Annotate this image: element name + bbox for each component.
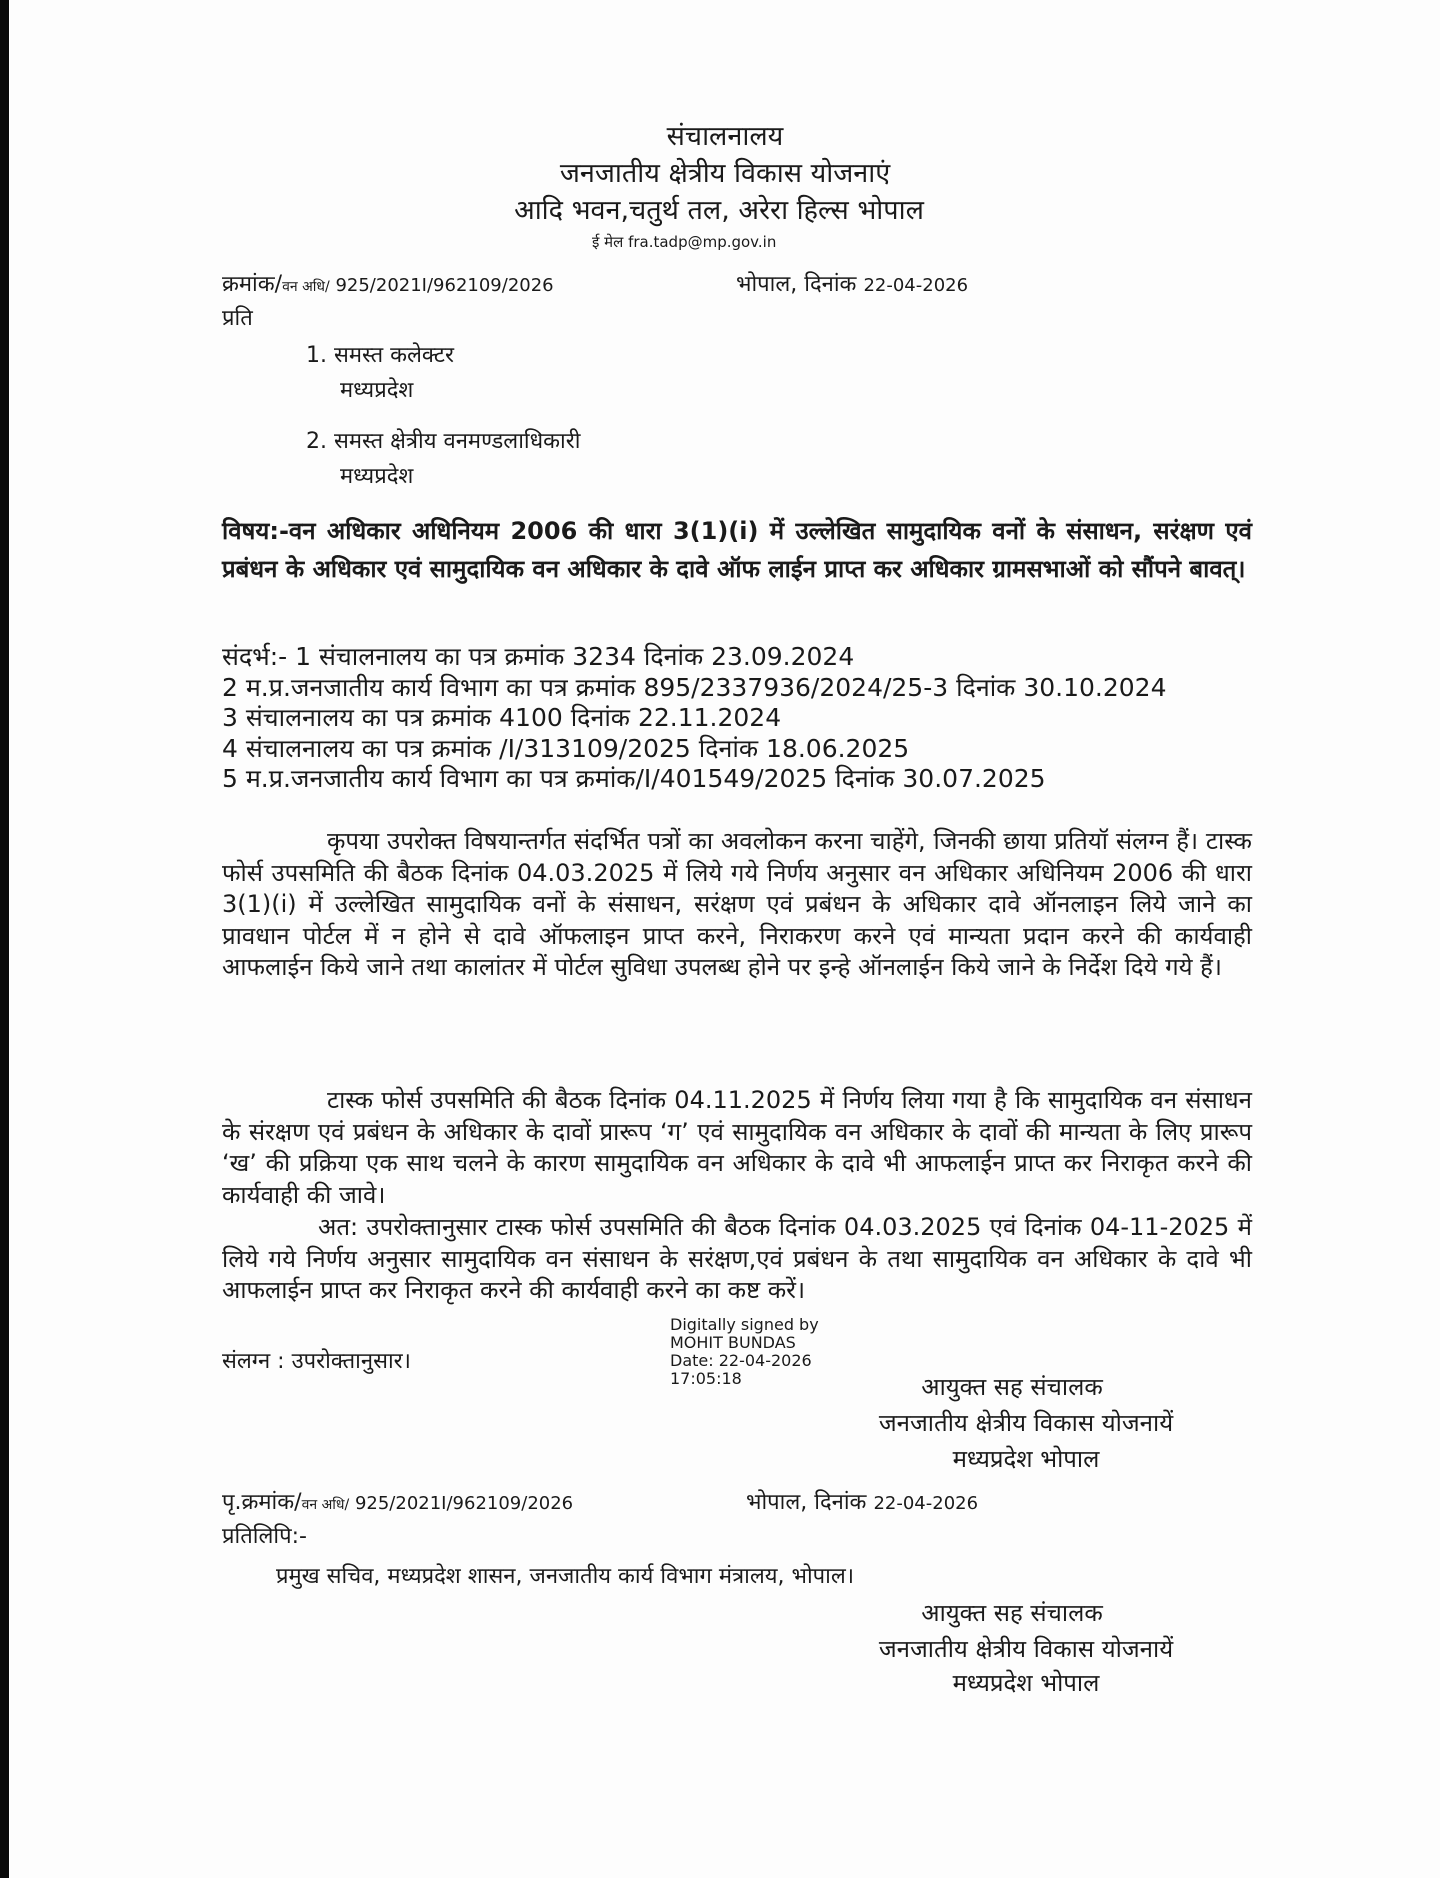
letter-number-label: क्रमांक/ [222,272,283,297]
letter-number-value: 925/2021I/962109/2026 [329,275,554,296]
signatory2-location: मध्यप्रदेश भोपाल [952,1669,1100,1697]
email-label: ई मेल [592,233,624,251]
subject: विषय:-वन अधिकार अधिनियम 2006 की धारा 3(1)(i) में उल्लेखित सामुदायिक वनों के संसाधन, सरंक्षण एवं प्रबंधन के अधिकार एवं सामुदायिक वन अधिकार के दावे ऑफ लाईन प्राप्त कर अधिकार ग्रामसभाओं को सौंपने बावत्। [222,517,1252,583]
copy-letter-number [222,1486,573,1516]
signatory-location: मध्यप्रदेश भोपाल [952,1445,1100,1473]
signature-label: Digitally signed by [670,1315,819,1334]
body-paragraph-3 [222,1212,1252,1307]
reference-item: 3 संचालनालय का पत्र क्रमांक 4100 दिनांक 22.11.2024 [222,703,782,732]
body-paragraph-1 [222,826,1252,984]
signature-date: Date: 22-04-2026 [670,1351,812,1370]
office-address: आदि भवन,चतुर्थ तल, अरेरा हिल्स भोपाल [514,195,924,226]
letter-page [10,0,1440,1878]
to-label: प्रति [222,306,253,331]
recipient-2: 2. समस्त क्षेत्रीय वनमण्डलाधिकारी [306,429,581,454]
email-line [592,232,776,252]
letter-date-value: 22-04-2026 [863,275,969,296]
recipient-2-state: मध्यप्रदेश [340,464,414,489]
copy-number-value: 925/2021I/962109/2026 [349,1493,574,1514]
signer-name: MOHIT BUNDAS [670,1333,796,1352]
body-paragraph-1-text: कृपया उपरोक्त विषयान्तर्गत संदर्भित पत्रों का अवलोकन करना चाहेंगे, जिनकी छाया प्रतियॉ संलग्न हैं। टास्क फोर्स उपसमिति की बैठक दिनांक 04.03.2025 में लिये गये निर्णय अनुसार वन अधिकार अधिनियम 2006 की धारा 3(1)(i) में उल्लेखित सामुदायिक वनों के संसाधन, सरंक्षण एवं प्रबंधन के अधिकार दावे ऑनलाइन लिये जाने का प्रावधान पोर्टल में न होने से दावे ऑफलाइन प्राप्त करने, निराकरण करने एवं मान्यता प्रदान करने की कार्यवाही आफलाईन किये जाने तथा कालांतर में पोर्टल सुविधा उपलब्ध होने पर इन्हे ऑनलाईन किये जाने के निर्देश दिये गये हैं। [222,827,1252,981]
copy-date-label: भोपाल, दिनांक [746,1490,874,1515]
copy-number-sublabel: वन अधि/ [301,1497,350,1513]
letter-number [222,268,554,298]
enclosure-note: संलग्न : उपरोक्तानुसार। [222,1349,411,1374]
body-paragraph-2-text: टास्क फोर्स उपसमिति की बैठक दिनांक 04.11.2025 में निर्णय लिया गया है कि सामुदायिक वन संसाधन के संरक्षण एवं प्रबंधन के अधिकार के दावों प्रारूप ‘ग’ एवं सामुदायिक वन अधिकार के दावों की मान्यता के लिए प्रारूप ‘ख’ की प्रक्रिया एक साथ चलने के कारण सामुदायिक वन अधिकार के दावे भी आफलाईन प्राप्त कर निराकृत करने की कार्यवाही की जावे। [222,1086,1252,1209]
copy-to-label: प्रतिलिपि:- [222,1524,307,1549]
letter-date [736,268,968,298]
copy-letter-date [746,1486,978,1516]
letter-number-sublabel: वन अधि/ [282,279,330,295]
scan-border [0,0,9,1878]
office-name: संचालनालय [666,121,784,152]
body-paragraph-3-text: अत: उपरोक्तानुसार टास्क फोर्स उपसमिति की बैठक दिनांक 04.03.2025 एवं दिनांक 04-11-2025 में लिये गये निर्णय अनुसार सामुदायिक वन संसाधन के सरंक्षण,एवं प्रबंधन के तथा सामुदायिक वन अधिकार के दावे भी आफलाईन प्राप्त कर निराकृत करने की कार्यवाही करने का कष्ट करें। [222,1213,1252,1304]
copy-recipient: प्रमुख सचिव, मध्यप्रदेश शासन, जनजातीय कार्य विभाग मंत्रालय, भोपाल। [276,1564,855,1589]
reference-item: संदर्भ:- 1 संचालनालय का पत्र क्रमांक 3234 दिनांक 23.09.2024 [222,642,855,671]
signatory2-title: आयुक्त सह संचालक [921,1599,1103,1627]
digital-signature [670,1316,819,1388]
reference-item: 4 संचालनालय का पत्र क्रमांक /I/313109/2025 दिनांक 18.06.2025 [222,733,910,763]
references-list [222,642,1166,795]
reference-item: 2 म.प्र.जनजातीय कार्य विभाग का पत्र क्रमांक 895/2337936/2024/25-3 दिनांक 30.10.2024 [222,672,1167,702]
department-name: जनजातीय क्षेत्रीय विकास योजनाएं [559,158,891,189]
signature-time: 17:05:18 [670,1369,742,1388]
signatory-title: आयुक्त सह संचालक [921,1373,1103,1401]
reference-item: 5 म.प्र.जनजातीय कार्य विभाग का पत्र क्रमांक/I/401549/2025 दिनांक 30.07.2025 [222,764,1046,793]
copy-date-value: 22-04-2026 [873,1493,979,1514]
email-address[interactable]: fra.tadp@mp.gov.in [628,233,777,251]
body-paragraph-2 [222,1085,1252,1211]
copy-number-label: पृ.क्रमांक/ [222,1490,302,1515]
recipient-1-state: मध्यप्रदेश [340,378,414,403]
letter-date-label: भोपाल, दिनांक [736,272,864,297]
signatory-department: जनजातीय क्षेत्रीय विकास योजनायें [878,1409,1174,1437]
signatory2-department: जनजातीय क्षेत्रीय विकास योजनायें [878,1635,1174,1663]
recipient-1: 1. समस्त कलेक्टर [306,343,454,368]
